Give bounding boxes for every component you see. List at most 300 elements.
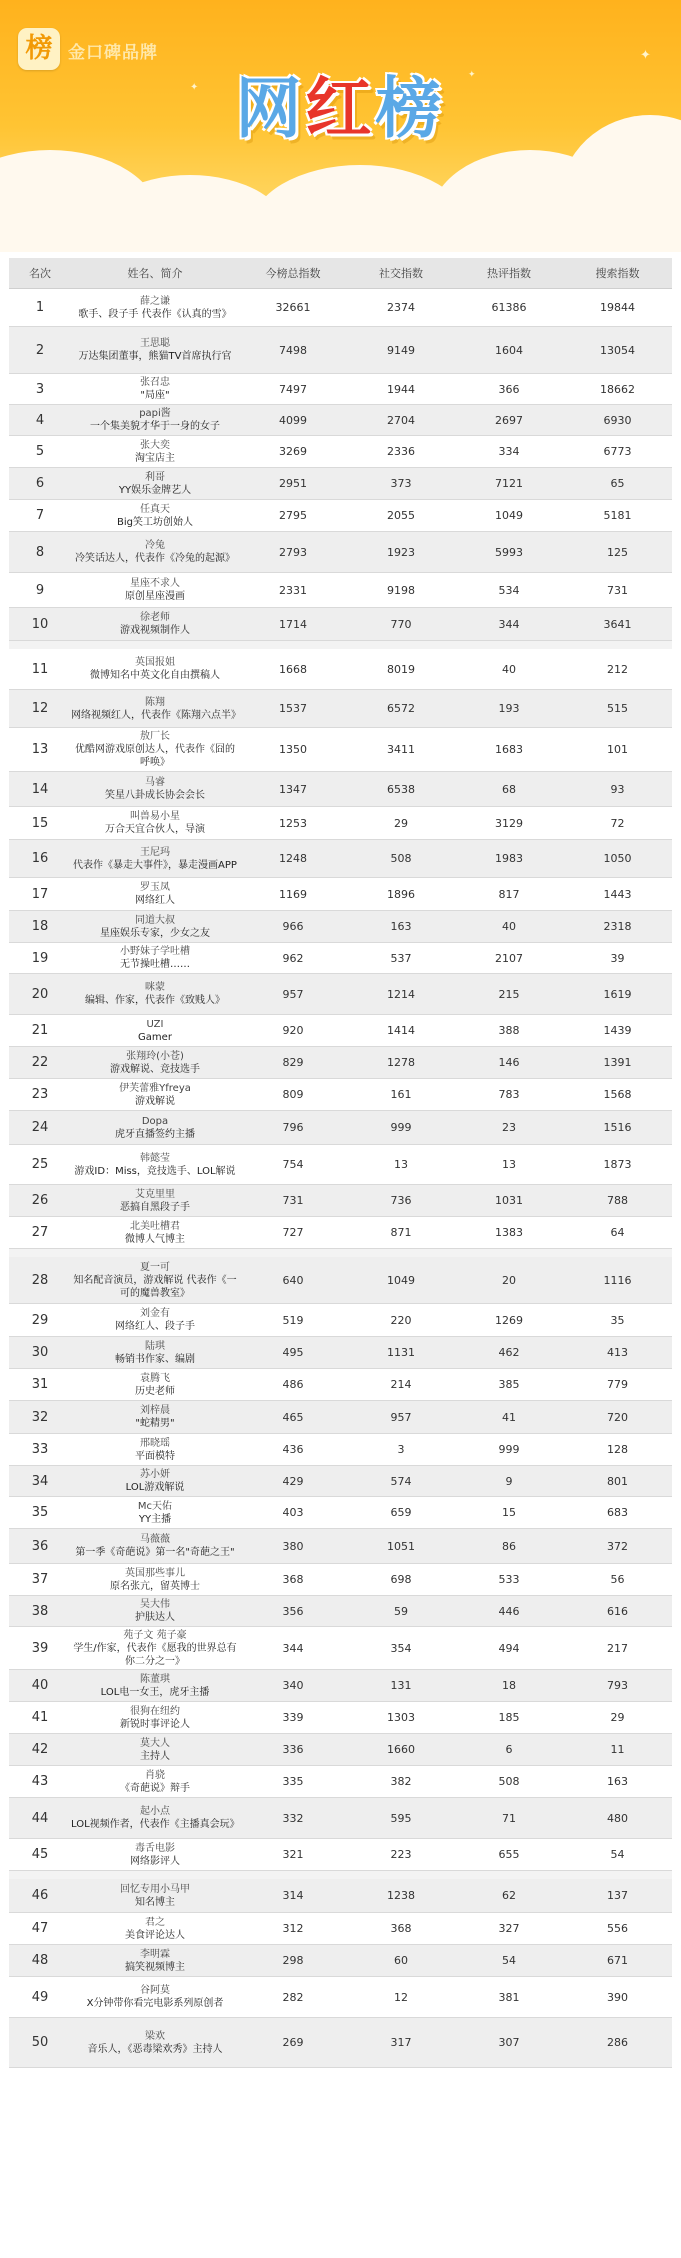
person-desc: 主持人 xyxy=(140,1750,170,1762)
comment-index-cell: 71 xyxy=(502,1811,516,1825)
name-cell xyxy=(71,1340,239,1366)
comment-index-cell: 1269 xyxy=(495,1313,523,1327)
rank-cell: 2 xyxy=(35,342,45,358)
person-name: 起小点 xyxy=(140,1806,170,1817)
social-index-cell: 595 xyxy=(390,1811,412,1825)
person-name: 冷兔 xyxy=(145,540,165,551)
search-index-cell: 1443 xyxy=(603,887,632,901)
header-social-index: 社交指数 xyxy=(379,267,423,280)
person-name: 艾克里里 xyxy=(135,1188,175,1200)
table-row xyxy=(9,1798,672,1839)
person-desc: LOL电一女王，虎牙主播 xyxy=(100,1686,210,1698)
title-char-1: 网 xyxy=(235,70,306,147)
name-cell xyxy=(71,471,239,497)
person-name: 刘梓晨 xyxy=(140,1405,170,1416)
total-index-cell: 7498 xyxy=(279,343,307,357)
person-name: 咪蒙 xyxy=(145,982,165,993)
comment-index-cell: 86 xyxy=(502,1539,516,1553)
table-row xyxy=(9,1249,672,1304)
search-index-cell: 35 xyxy=(610,1313,625,1327)
total-index-cell: 519 xyxy=(282,1313,304,1327)
search-index-cell: 101 xyxy=(607,743,628,756)
person-name: 陆琪 xyxy=(145,1340,165,1352)
person-name: Dopa xyxy=(141,1115,169,1127)
social-index-cell: 698 xyxy=(390,1573,412,1586)
table-row xyxy=(9,1217,672,1249)
social-index-cell: 3 xyxy=(397,1443,405,1456)
rank-cell: 17 xyxy=(31,886,49,902)
table-body xyxy=(9,289,672,2068)
social-index-cell: 29 xyxy=(394,816,408,830)
sparkle-icon: ✦ xyxy=(640,48,651,63)
person-name: 回忆专用小马甲 xyxy=(120,1883,190,1895)
search-index-cell: 11 xyxy=(610,1743,625,1756)
social-index-cell: 1214 xyxy=(387,987,415,1001)
total-index-cell: 7497 xyxy=(279,382,307,396)
rank-cell: 24 xyxy=(31,1120,49,1135)
name-cell xyxy=(71,337,239,363)
total-index-cell: 2951 xyxy=(279,477,307,490)
name-cell xyxy=(71,1598,239,1624)
person-desc: LOL视频作者，代表作《主播真会玩》 xyxy=(71,1819,240,1830)
rank-cell: 15 xyxy=(31,815,49,831)
person-desc: 星座娱乐专家，少女之友 xyxy=(100,927,210,939)
total-index-cell: 269 xyxy=(282,2036,304,2049)
social-index-cell: 1278 xyxy=(387,1056,415,1069)
total-index-cell: 321 xyxy=(282,1848,304,1861)
comment-index-cell: 2107 xyxy=(495,951,523,965)
total-index-cell: 727 xyxy=(282,1226,304,1239)
social-index-cell: 574 xyxy=(390,1474,412,1488)
search-index-cell: 128 xyxy=(607,1443,628,1456)
social-index-cell: 1303 xyxy=(387,1711,415,1724)
rank-cell: 37 xyxy=(31,1572,49,1587)
sparkle-icon: ✦ xyxy=(468,70,476,80)
social-index-cell: 1944 xyxy=(387,382,415,396)
total-index-cell: 336 xyxy=(282,1743,304,1756)
total-index-cell: 380 xyxy=(282,1539,304,1553)
search-index-cell: 372 xyxy=(607,1539,628,1553)
rank-cell: 21 xyxy=(31,1023,49,1038)
rank-cell: 43 xyxy=(31,1774,49,1789)
person-name: 王思聪 xyxy=(140,338,170,349)
total-index-cell: 920 xyxy=(282,1024,304,1037)
total-index-cell: 3269 xyxy=(279,445,307,458)
total-index-cell: 465 xyxy=(282,1410,304,1424)
person-name: 敖厂长 xyxy=(140,731,170,742)
search-index-cell: 212 xyxy=(607,662,628,676)
person-name: 马睿 xyxy=(145,777,165,788)
person-name: 很狗在纽约 xyxy=(130,1705,180,1717)
rank-cell: 20 xyxy=(31,986,49,1002)
search-index-cell: 556 xyxy=(607,1922,628,1935)
table-row xyxy=(9,1977,672,2018)
person-name: 英国那些事儿 xyxy=(125,1567,185,1579)
name-cell xyxy=(71,1916,239,1942)
total-index-cell: 339 xyxy=(282,1711,304,1724)
person-desc: 一个集美貌才华于一身的女子 xyxy=(90,421,220,432)
rank-cell: 9 xyxy=(35,582,45,598)
social-index-cell: 131 xyxy=(390,1679,412,1692)
person-desc: 畅销书作家、编剧 xyxy=(115,1353,195,1365)
social-index-cell: 220 xyxy=(390,1313,412,1327)
comment-index-cell: 9 xyxy=(505,1474,513,1488)
total-index-cell: 962 xyxy=(282,951,304,965)
comment-index-cell: 13 xyxy=(502,1158,516,1171)
social-index-cell: 3411 xyxy=(387,743,415,756)
comment-index-cell: 999 xyxy=(498,1443,520,1456)
comment-index-cell: 2697 xyxy=(495,413,523,427)
name-cell xyxy=(71,1948,239,1974)
name-cell xyxy=(71,1115,239,1141)
social-index-cell: 354 xyxy=(390,1641,412,1655)
rank-cell: 30 xyxy=(31,1345,49,1360)
social-index-cell: 1238 xyxy=(387,1889,415,1902)
total-index-cell: 829 xyxy=(282,1056,304,1069)
rank-cell: 27 xyxy=(31,1225,49,1240)
social-index-cell: 161 xyxy=(390,1088,412,1101)
search-index-cell: 779 xyxy=(607,1378,628,1391)
table-row xyxy=(9,1369,672,1401)
search-index-cell: 1391 xyxy=(603,1056,632,1069)
search-index-cell: 1619 xyxy=(603,987,632,1001)
comment-index-cell: 1049 xyxy=(495,509,523,522)
social-index-cell: 223 xyxy=(390,1848,412,1861)
person-name: 小野妹子学吐槽 xyxy=(120,946,190,957)
search-index-cell: 93 xyxy=(610,782,625,796)
table-row xyxy=(9,1564,672,1596)
person-name: 夏一可 xyxy=(140,1261,170,1273)
comment-index-cell: 307 xyxy=(498,2036,520,2049)
table-row xyxy=(9,807,672,840)
comment-index-cell: 655 xyxy=(498,1848,520,1861)
person-desc: 笑星八卦成长协会会长 xyxy=(105,790,205,801)
person-desc: 代表作《暴走大事件》，暴走漫画APP xyxy=(73,859,237,871)
name-cell xyxy=(71,1220,239,1246)
rank-cell: 32 xyxy=(31,1409,49,1425)
person-name: 邢晓瑶 xyxy=(140,1437,170,1449)
rank-cell: 34 xyxy=(31,1473,49,1489)
search-index-cell: 2318 xyxy=(603,920,632,933)
name-cell xyxy=(71,881,239,907)
person-name: 薛之谦 xyxy=(140,295,170,307)
total-index-cell: 312 xyxy=(282,1922,304,1935)
person-desc: "局座" xyxy=(140,390,170,401)
name-cell xyxy=(71,2030,239,2056)
person-desc: 护肤达人 xyxy=(135,1612,175,1623)
name-cell xyxy=(71,846,239,872)
table-row xyxy=(9,1596,672,1627)
person-name: 陈翔 xyxy=(145,696,165,708)
header-search-index: 搜索指数 xyxy=(595,267,640,280)
person-name: 张翔玲(小苍) xyxy=(126,1050,184,1062)
social-index-cell: 957 xyxy=(390,1410,412,1424)
search-index-cell: 1568 xyxy=(603,1088,632,1101)
rank-cell: 13 xyxy=(31,742,49,757)
social-index-cell: 1896 xyxy=(387,887,415,901)
table-row xyxy=(9,573,672,608)
search-index-cell: 65 xyxy=(610,477,625,490)
table-row xyxy=(9,1434,672,1466)
rank-cell: 23 xyxy=(31,1087,49,1102)
title-char-2: 红 xyxy=(305,70,376,147)
search-index-cell: 1873 xyxy=(603,1158,632,1171)
rank-cell: 16 xyxy=(31,851,49,866)
total-index-cell: 2331 xyxy=(279,583,307,597)
total-index-cell: 4099 xyxy=(279,413,307,427)
name-cell xyxy=(71,656,239,682)
rank-cell: 26 xyxy=(31,1193,49,1208)
social-index-cell: 317 xyxy=(390,2036,412,2049)
table-row xyxy=(9,405,672,436)
name-cell xyxy=(71,1307,239,1333)
comment-index-cell: 40 xyxy=(502,662,516,676)
rank-cell: 31 xyxy=(31,1377,49,1392)
name-cell xyxy=(71,611,239,637)
table-row xyxy=(9,608,672,641)
comment-index-cell: 18 xyxy=(502,1679,516,1692)
table-row xyxy=(9,468,672,500)
rank-cell: 28 xyxy=(31,1272,49,1288)
person-name: 星座不求人 xyxy=(130,578,180,589)
person-name: 陈董琪 xyxy=(140,1673,170,1685)
total-index-cell: 298 xyxy=(282,1954,304,1967)
person-name: 毒舌电影 xyxy=(135,1842,175,1854)
search-index-cell: 18662 xyxy=(600,382,635,396)
person-desc: 万合天宜合伙人，导演 xyxy=(105,824,205,835)
person-desc: 编辑、作家，代表作《致贱人》 xyxy=(85,995,225,1006)
name-cell xyxy=(71,1533,239,1559)
total-index-cell: 1668 xyxy=(279,662,307,676)
table-row xyxy=(9,1111,672,1145)
name-cell xyxy=(71,539,239,565)
name-cell xyxy=(71,1883,239,1909)
table-row xyxy=(9,374,672,405)
brand-logo-char: 榜 xyxy=(25,33,53,64)
search-index-cell: 6930 xyxy=(603,413,632,427)
total-index-cell: 957 xyxy=(282,987,304,1001)
search-index-cell: 1439 xyxy=(603,1024,632,1037)
table-row xyxy=(9,1529,672,1564)
table-row xyxy=(9,1079,672,1111)
table-row xyxy=(9,690,672,728)
person-desc: 网络红人 xyxy=(135,895,175,906)
social-index-cell: 59 xyxy=(394,1604,408,1618)
social-index-cell: 12 xyxy=(394,1990,408,2004)
rank-cell: 35 xyxy=(31,1505,49,1520)
rank-cell: 42 xyxy=(31,1742,49,1757)
page-title xyxy=(0,55,681,150)
search-index-cell: 6773 xyxy=(603,445,632,458)
person-name: 北美吐槽君 xyxy=(130,1220,180,1232)
social-index-cell: 373 xyxy=(390,477,412,490)
comment-index-cell: 215 xyxy=(498,987,520,1001)
person-desc: 优酷网游戏原创达人，代表作《囧的呼唤》 xyxy=(75,744,235,768)
name-cell xyxy=(71,1737,239,1763)
rank-cell: 50 xyxy=(31,2035,49,2050)
table-row xyxy=(9,1185,672,1217)
person-name: 谷阿莫 xyxy=(140,1985,170,1996)
brand-name: 金口碑品牌 xyxy=(68,43,158,63)
name-cell xyxy=(71,503,239,529)
comment-index-cell: 5993 xyxy=(495,545,523,559)
social-index-cell: 60 xyxy=(394,1954,408,1967)
comment-index-cell: 20 xyxy=(502,1273,516,1287)
name-cell xyxy=(71,1567,239,1593)
social-index-cell: 9198 xyxy=(387,583,415,597)
table-row xyxy=(9,436,672,468)
table-row xyxy=(9,1871,672,1913)
person-desc: 游戏视频制作人 xyxy=(120,625,190,636)
person-desc: 原名张亢，留英博士 xyxy=(110,1580,200,1592)
table-row xyxy=(9,1702,672,1734)
person-desc: 微博人气博主 xyxy=(125,1233,185,1245)
search-index-cell: 683 xyxy=(607,1506,628,1519)
rank-cell: 1 xyxy=(35,300,45,315)
person-desc: 知名博主 xyxy=(135,1896,175,1908)
rank-cell: 33 xyxy=(31,1442,49,1457)
name-cell xyxy=(71,1261,239,1300)
social-index-cell: 1049 xyxy=(387,1273,415,1287)
rank-cell: 4 xyxy=(35,412,45,428)
table-row xyxy=(9,1627,672,1670)
person-name: 徐老师 xyxy=(140,612,170,623)
person-name: 肖骁 xyxy=(145,1769,165,1781)
name-cell xyxy=(71,376,239,402)
total-index-cell: 403 xyxy=(282,1506,304,1519)
name-cell xyxy=(71,1468,239,1494)
name-cell xyxy=(71,1673,239,1699)
person-name: UZI xyxy=(146,1018,164,1030)
person-desc: 歌手、段子手 代表作《认真的雪》 xyxy=(78,308,232,320)
person-desc: Big笑工坊创始人 xyxy=(117,516,193,528)
search-index-cell: 29 xyxy=(610,1711,625,1724)
comment-index-cell: 494 xyxy=(498,1641,520,1655)
comment-index-cell: 533 xyxy=(498,1573,520,1586)
search-index-cell: 671 xyxy=(607,1954,628,1967)
table-row xyxy=(9,1047,672,1079)
name-cell xyxy=(71,810,239,836)
person-desc: Gamer xyxy=(138,1031,172,1043)
person-name: 刘金有 xyxy=(140,1308,170,1319)
person-desc: 网络红人、段子手 xyxy=(115,1321,195,1332)
search-index-cell: 13054 xyxy=(600,343,635,357)
person-desc: 搞笑视频博主 xyxy=(125,1961,185,1973)
name-cell xyxy=(71,1404,239,1430)
search-index-cell: 616 xyxy=(607,1604,628,1618)
search-index-cell: 731 xyxy=(607,583,628,597)
search-index-cell: 286 xyxy=(607,2036,628,2049)
name-cell xyxy=(71,407,239,433)
rank-cell: 6 xyxy=(35,476,45,491)
table-row xyxy=(9,532,672,573)
person-name: 苏小妍 xyxy=(140,1469,170,1480)
person-name: 李明霖 xyxy=(140,1948,170,1960)
table-row xyxy=(9,772,672,807)
name-cell xyxy=(71,1769,239,1795)
name-cell xyxy=(71,1842,239,1868)
person-desc: 知名配音演员，游戏解说 代表作《一可的魔兽教室》 xyxy=(73,1274,237,1299)
table-row xyxy=(9,1401,672,1434)
social-index-cell: 368 xyxy=(390,1922,412,1935)
person-desc: 恶搞自黑段子手 xyxy=(120,1201,190,1213)
social-index-cell: 13 xyxy=(394,1158,408,1171)
comment-index-cell: 23 xyxy=(502,1121,516,1134)
rank-cell: 39 xyxy=(31,1640,49,1656)
header-total-index: 今榜总指数 xyxy=(265,267,321,280)
social-index-cell: 6572 xyxy=(387,702,415,715)
social-index-cell: 1660 xyxy=(387,1743,415,1756)
header-banner xyxy=(0,0,681,252)
social-index-cell: 537 xyxy=(390,951,412,965)
comment-index-cell: 7121 xyxy=(495,477,523,490)
header-comment-index: 热评指数 xyxy=(487,267,531,280)
rank-cell: 18 xyxy=(31,919,49,934)
person-name: 马薇薇 xyxy=(140,1534,170,1545)
total-index-cell: 1350 xyxy=(279,743,307,756)
total-index-cell: 356 xyxy=(282,1604,304,1618)
social-index-cell: 659 xyxy=(390,1506,412,1519)
ranking-table xyxy=(9,258,672,2068)
name-cell xyxy=(71,696,239,722)
total-index-cell: 344 xyxy=(282,1641,304,1655)
comment-index-cell: 61386 xyxy=(491,301,527,314)
total-index-cell: 32661 xyxy=(275,301,311,314)
social-index-cell: 2374 xyxy=(387,301,415,314)
social-index-cell: 8019 xyxy=(387,662,415,676)
person-name: 王尼玛 xyxy=(140,846,170,858)
social-index-cell: 999 xyxy=(390,1121,412,1134)
comment-index-cell: 1383 xyxy=(495,1226,523,1239)
table-row xyxy=(9,641,672,690)
search-index-cell: 413 xyxy=(607,1346,628,1359)
total-index-cell: 754 xyxy=(282,1158,304,1171)
name-cell xyxy=(71,914,239,940)
name-cell xyxy=(71,730,239,769)
comment-index-cell: 185 xyxy=(498,1711,520,1724)
rank-cell: 12 xyxy=(31,701,49,716)
social-index-cell: 1414 xyxy=(387,1024,415,1037)
total-index-cell: 796 xyxy=(282,1121,304,1134)
comment-index-cell: 534 xyxy=(498,583,520,597)
comment-index-cell: 344 xyxy=(498,617,520,631)
person-name: 张召忠 xyxy=(140,377,170,388)
social-index-cell: 1923 xyxy=(387,545,415,559)
rank-cell: 49 xyxy=(31,1989,49,2005)
rank-cell: 25 xyxy=(31,1157,49,1172)
person-name: papi酱 xyxy=(139,408,171,419)
social-index-cell: 508 xyxy=(390,852,412,865)
table-row xyxy=(9,289,672,327)
person-name: 罗玉凤 xyxy=(140,882,170,893)
person-desc: LOL游戏解说 xyxy=(125,1482,185,1493)
rank-cell: 5 xyxy=(35,444,45,459)
name-cell xyxy=(71,1500,239,1526)
person-desc: 游戏解说 xyxy=(135,1095,175,1107)
search-index-cell: 788 xyxy=(607,1194,628,1207)
total-index-cell: 314 xyxy=(282,1889,304,1902)
total-index-cell: 436 xyxy=(282,1443,304,1456)
comment-index-cell: 41 xyxy=(502,1410,516,1424)
comment-index-cell: 54 xyxy=(502,1954,516,1967)
comment-index-cell: 6 xyxy=(505,1743,513,1756)
person-name: 韩懿莹 xyxy=(140,1152,170,1164)
rank-cell: 40 xyxy=(31,1678,49,1693)
rank-cell: 47 xyxy=(31,1921,49,1936)
name-cell xyxy=(71,776,239,802)
table-row xyxy=(9,1466,672,1497)
total-index-cell: 1248 xyxy=(279,852,307,865)
